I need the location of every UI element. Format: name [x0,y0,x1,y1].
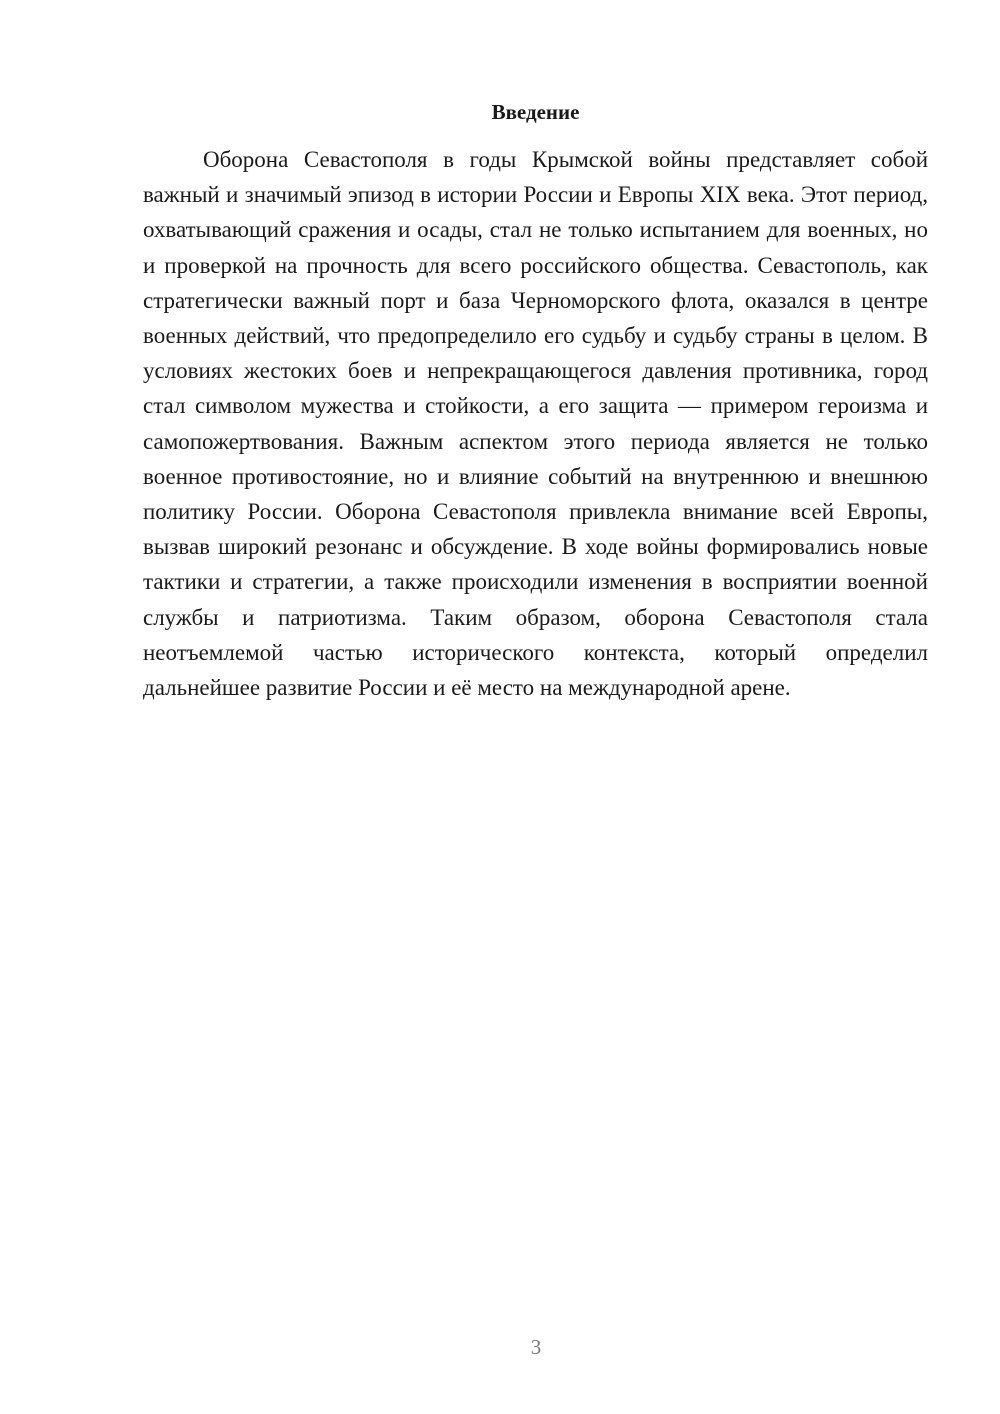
page-number: 3 [530,1335,542,1359]
section-heading: Введение [491,100,580,124]
introduction-paragraph: Оборона Севастополя в годы Крымской войны представляет собой важный и значимый эпизод в истории России и Европы XIX века. Этот период, охватывающий сражения и осады, стал не только испытанием для военных, но и проверкой на прочность для всего российского общества. Севастополь, как стратегически важный порт и база Черноморского флота, оказался в центре военных действий, что предопределило его судьбу и судьбу страны в целом. В условиях жестоких боев и непрекращающегося давления противника, город стал символом мужества и стойкости, а его защита — примером героизма и самопожертвования. Важным аспектом этого периода является не только военное противостояние, но и влияние событий на внутреннюю и внешнюю политику России. Оборона Севастополя привлекла внимание всей Европы, вызвав широкий резонанс и обсуждение. В ходе войны формировались новые тактики и стратегии, а также происходили изменения в восприятии военной службы и патриотизма. Таким образом, оборона Севастополя стала неотъемлемой частью исторического контекста, который определил дальнейшее развитие России и её место на международной арене. [143,147,928,701]
